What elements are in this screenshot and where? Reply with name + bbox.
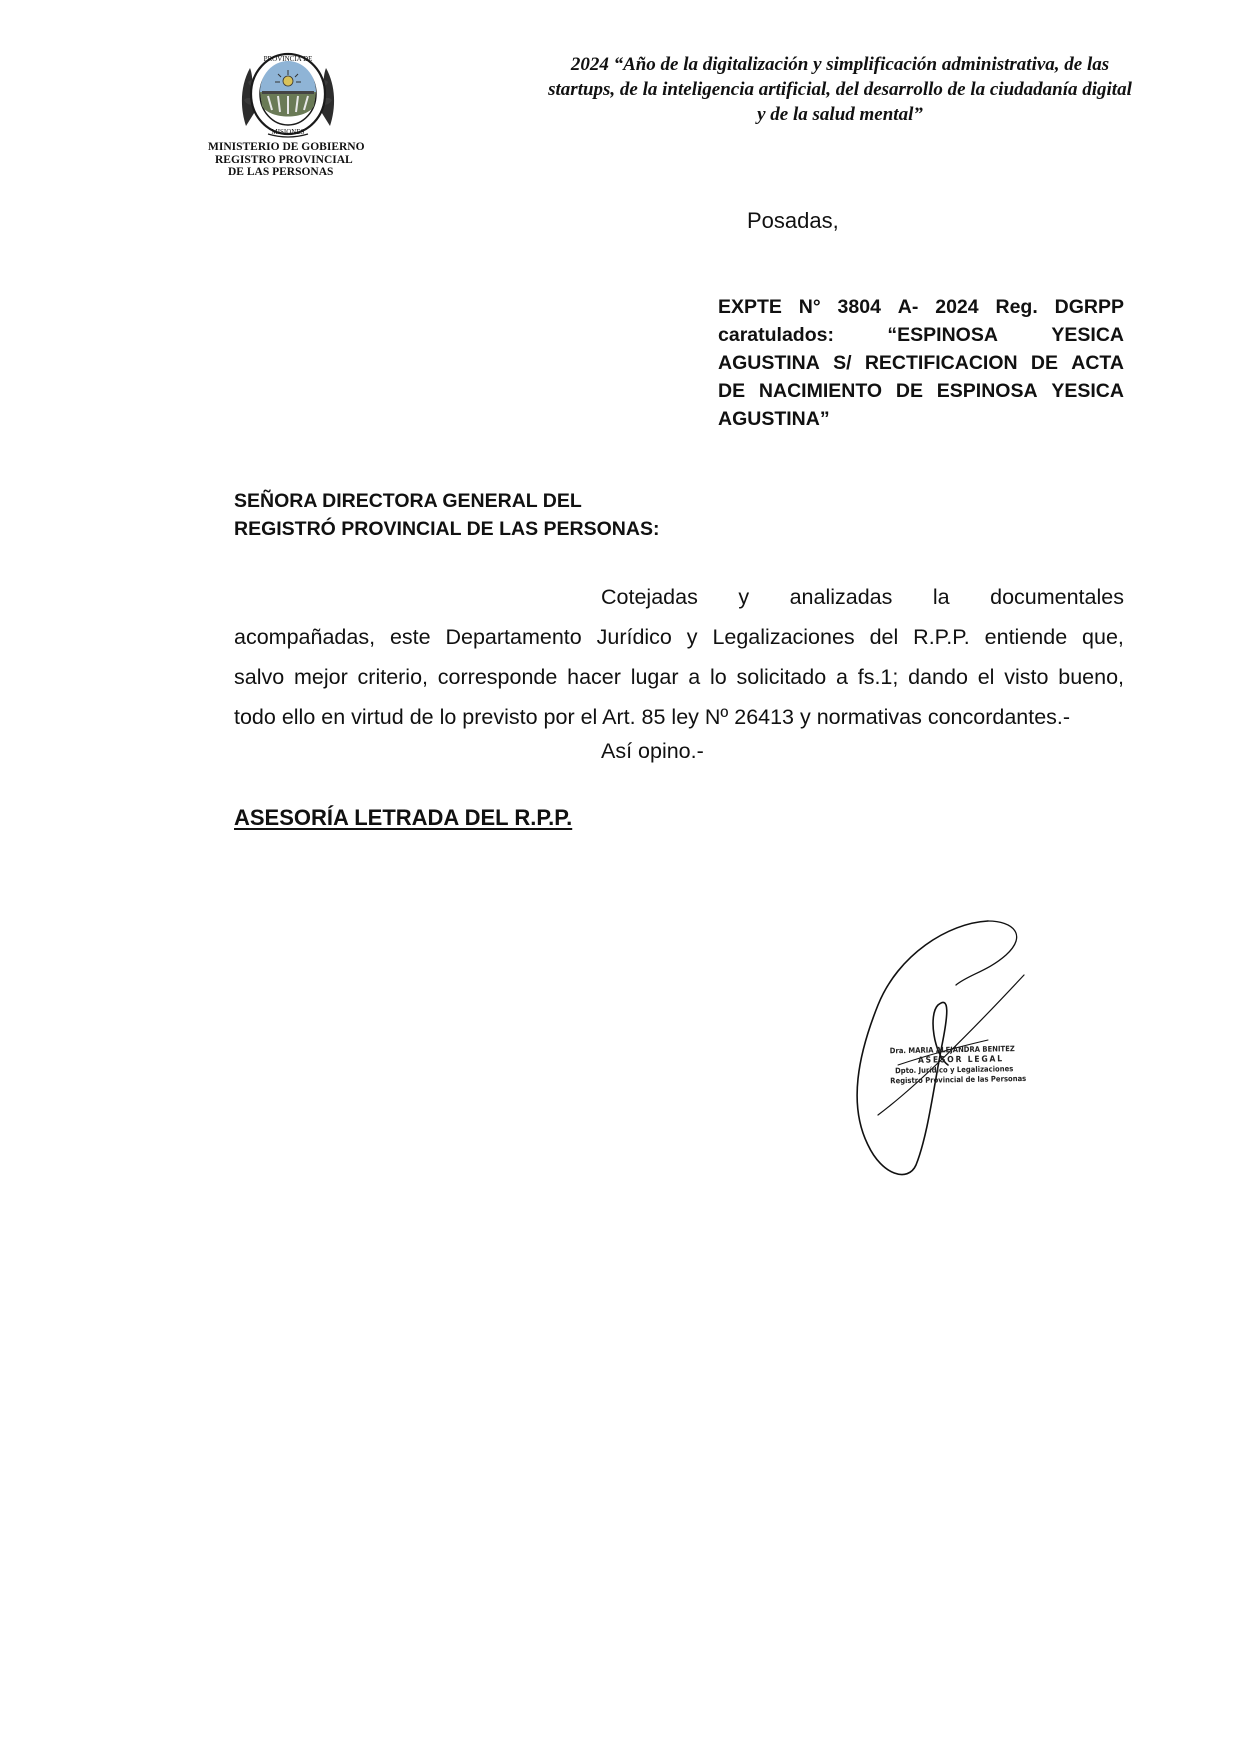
word: caratulados:: [718, 324, 834, 346]
word: YESICA: [1051, 324, 1124, 346]
word: DE: [1030, 352, 1058, 374]
section-heading: ASESORÍA LETRADA DEL R.P.P.: [234, 805, 573, 830]
motto-line: startups, de la inteligencia artificial, del desarrollo de la ciudadanía digital: [548, 79, 1132, 100]
word: 2024: [935, 296, 979, 318]
body-line: [234, 617, 1124, 657]
svg-text:PROVINCIA DE: PROVINCIA DE: [263, 55, 313, 63]
body-line: [601, 577, 1124, 617]
word: AGUSTINA: [718, 352, 820, 374]
word: fs.1;: [857, 665, 899, 689]
body-line: todo ello en virtud de lo previsto por el Art. 85 ley Nº 26413 y normativas concordantes.-: [234, 705, 1071, 729]
signature-stamp: [890, 1044, 1041, 1087]
word: solicitado: [736, 665, 827, 689]
word: Reg.: [995, 296, 1038, 318]
case-reference-line: [718, 321, 1124, 349]
word: ESPINOSA: [936, 380, 1038, 402]
word: N°: [798, 296, 821, 318]
case-reference-line: [718, 293, 1124, 321]
misiones-seal-logo: [238, 48, 338, 142]
body-line: [234, 657, 1124, 697]
word: DE: [718, 380, 746, 402]
motto-line: 2024 “Año de la digitalización y simplificación administrativa, de las: [570, 54, 1110, 75]
ministry-block: [208, 141, 408, 179]
closing-statement: Así opino.-: [601, 739, 704, 763]
word: Legalizaciones: [712, 625, 855, 649]
word: lo: [710, 665, 727, 689]
word: el: [977, 665, 995, 689]
ministry-line: DE LAS PERSONAS: [228, 166, 334, 178]
word: DGRPP: [1054, 296, 1124, 318]
word: ACTA: [1071, 352, 1124, 374]
word: del: [869, 625, 899, 649]
word: NACIMIENTO: [758, 380, 883, 402]
word: S/: [833, 352, 852, 374]
word: y: [738, 585, 750, 609]
word: YESICA: [1051, 380, 1124, 402]
body-paragraph: [234, 577, 1124, 737]
word: criterio,: [357, 665, 429, 689]
ministry-line: MINISTERIO DE GOBIERNO: [208, 141, 365, 153]
motto-line: y de la salud mental”: [757, 104, 923, 125]
word: Departamento: [445, 625, 582, 649]
word: a: [835, 665, 848, 689]
word: DE: [895, 380, 923, 402]
word: mejor: [293, 665, 348, 689]
word: bueno,: [1058, 665, 1124, 689]
word: RECTIFICACION: [864, 352, 1018, 374]
word: analizadas: [789, 585, 893, 609]
case-reference-line: AGUSTINA”: [718, 408, 830, 430]
case-reference-line: [718, 349, 1124, 377]
place-date: Posadas,: [747, 208, 839, 233]
svg-text:MISIONES: MISIONES: [271, 128, 305, 136]
word: corresponde: [437, 665, 558, 689]
addressee-line: SEÑORA DIRECTORA GENERAL DEL: [234, 490, 582, 512]
word: Jurídico: [596, 625, 672, 649]
stamp-line: Dra. MARIA ALEJANDRA BENITEZ: [889, 1044, 1015, 1056]
word: y: [686, 625, 698, 649]
year-motto: [515, 52, 1165, 127]
word: la: [932, 585, 950, 609]
word: acompañadas,: [234, 625, 376, 649]
word: salvo: [234, 665, 285, 689]
word: hacer: [567, 665, 621, 689]
word: EXPTE: [718, 296, 782, 318]
word: a: [688, 665, 701, 689]
stamp-line: Registro Provincial de las Personas: [890, 1073, 1027, 1086]
word: lugar: [630, 665, 679, 689]
word: “ESPINOSA: [887, 324, 998, 346]
word: documentales: [990, 585, 1124, 609]
word: visto: [1004, 665, 1049, 689]
word: A-: [897, 296, 919, 318]
case-reference: [718, 293, 1124, 433]
ministry-line: REGISTRO PROVINCIAL: [215, 153, 353, 166]
word: dando: [908, 665, 968, 689]
word: que,: [1082, 625, 1124, 649]
word: entiende: [984, 625, 1068, 649]
stamp-line: Dpto. Jurídico y Legalizaciones: [895, 1064, 1014, 1076]
word: 3804: [837, 296, 881, 318]
stamp-line: ASESOR LEGAL: [917, 1054, 1004, 1066]
addressee-line: REGISTRÓ PROVINCIAL DE LAS PERSONAS:: [234, 518, 660, 540]
word: este: [389, 625, 431, 649]
case-reference-line: [718, 377, 1124, 405]
word: Cotejadas: [601, 585, 698, 609]
word: R.P.P.: [913, 625, 970, 649]
addressee: [234, 487, 659, 543]
